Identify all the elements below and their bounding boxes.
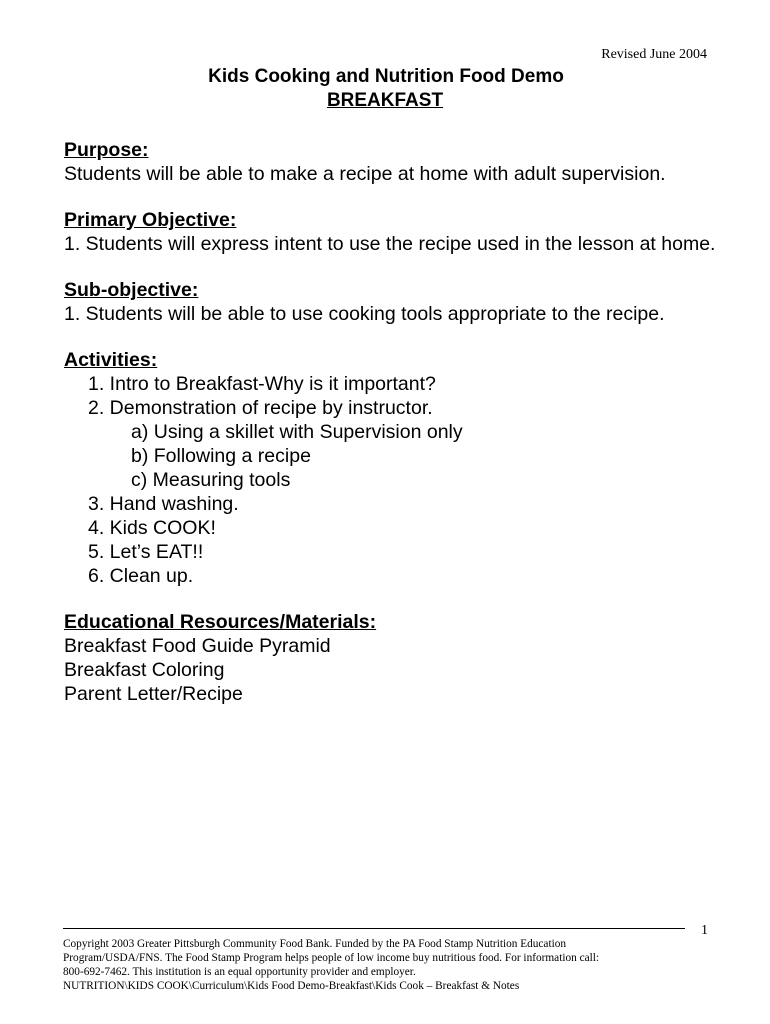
primary-objective-section (64, 208, 724, 256)
footer-text (63, 937, 708, 993)
document-body (64, 138, 724, 728)
page-number: 1 (701, 923, 708, 938)
resource-item: Breakfast Coloring (64, 659, 225, 681)
sub-objective-section (64, 278, 724, 326)
page-footer (63, 923, 708, 993)
footer-line: Copyright 2003 Greater Pittsburgh Community Food Bank. Funded by the PA Food Stamp Nutrition Education (63, 938, 567, 950)
resources-heading: Educational Resources/Materials: (64, 611, 377, 633)
resource-item: Parent Letter/Recipe (64, 683, 243, 705)
activities-heading: Activities: (64, 349, 158, 371)
activity-item: 2. Demonstration of recipe by instructor. (88, 397, 433, 419)
activity-item: 6. Clean up. (88, 565, 194, 587)
footer-divider (63, 928, 685, 929)
primary-objective-item: 1. Students will express intent to use the recipe used in the lesson at home. (64, 233, 716, 255)
activities-section (64, 348, 724, 588)
activity-item: 1. Intro to Breakfast-Why is it important? (88, 373, 436, 395)
activity-item: 4. Kids COOK! (88, 517, 216, 539)
revision-date: Revised June 2004 (601, 47, 707, 62)
purpose-text: Students will be able to make a recipe at home with adult supervision. (64, 163, 666, 185)
activity-subitem: c) Measuring tools (131, 469, 291, 491)
activity-subitem: a) Using a skillet with Supervision only (131, 421, 463, 443)
sub-objective-item: 1. Students will be able to use cooking tools appropriate to the recipe. (64, 303, 665, 325)
activity-item: 3. Hand washing. (88, 493, 239, 515)
title-block (0, 66, 770, 112)
purpose-heading: Purpose: (64, 139, 149, 161)
footer-line: 800-692-7462. This institution is an equal opportunity provider and employer. (63, 966, 416, 978)
document-subtitle: BREAKFAST (326, 90, 444, 111)
activity-item: 5. Let’s EAT!! (88, 541, 204, 563)
sub-objective-heading: Sub-objective: (64, 279, 199, 301)
footer-line: NUTRITION\KIDS COOK\Curriculum\Kids Food Demo-Breakfast\Kids Cook – Breakfast & Notes (63, 980, 520, 992)
activity-subitem: b) Following a recipe (131, 445, 311, 467)
primary-objective-heading: Primary Objective: (64, 209, 237, 231)
resources-section (64, 610, 724, 706)
resource-item: Breakfast Food Guide Pyramid (64, 635, 331, 657)
purpose-section (64, 138, 724, 186)
footer-line: Program/USDA/FNS. The Food Stamp Program helps people of low income buy nutritious food. For information call: (63, 952, 600, 964)
document-title: Kids Cooking and Nutrition Food Demo (208, 66, 564, 87)
